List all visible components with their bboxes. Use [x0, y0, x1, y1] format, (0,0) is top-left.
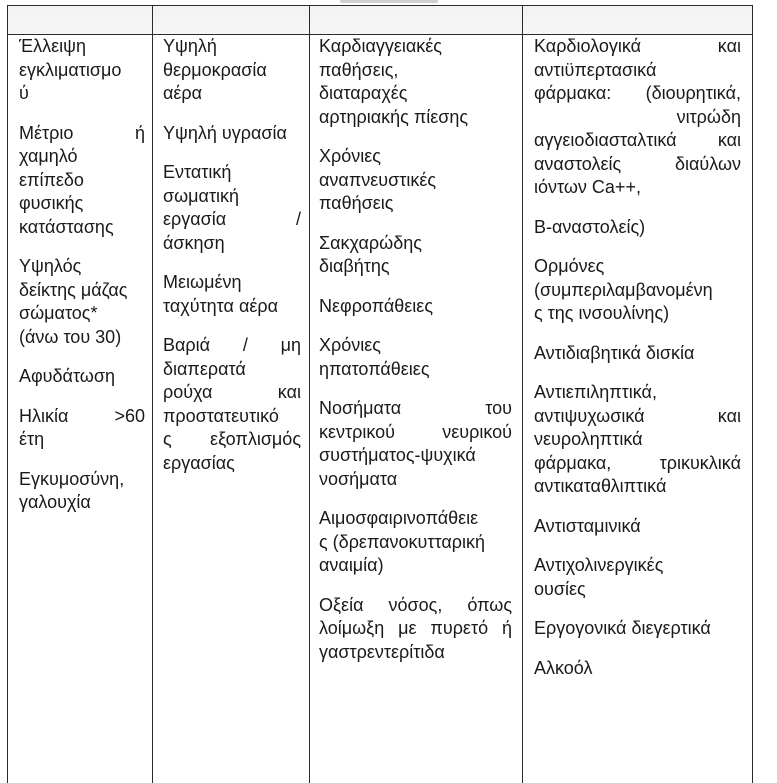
list-item-text: Μέτριο ή [19, 122, 145, 143]
list-item-text: νοσήματα [319, 468, 398, 489]
list-item-text: εγκλιματισμο [19, 59, 122, 80]
list-item-text: επίπεδο [19, 169, 84, 190]
list-item-text: κατάστασης [19, 216, 114, 237]
list-item-text: Αντιεπιληπτικά, [534, 382, 657, 402]
list-item-text: ρούχα και [163, 382, 301, 402]
header-cell-1 [8, 6, 153, 35]
list-item [319, 232, 512, 279]
list-item-text: λοίμωξη με πυρετό ή [319, 618, 512, 638]
list-item-text: Εγκυμοσύνη, [19, 468, 125, 489]
list-item-text: ς (δρεπανοκυτταρική [319, 531, 485, 552]
list-item-text: αντιψυχωσικά και [534, 405, 741, 426]
list-item-text: φυσικής [19, 193, 84, 213]
list-item [319, 397, 512, 491]
list-item-text: Χρόνιες [319, 335, 381, 355]
list-item [163, 35, 301, 106]
list-item [319, 295, 512, 319]
list-item [534, 381, 741, 499]
list-item [534, 657, 741, 681]
list-item-text: Αιμοσφαιρινοπάθειε [319, 508, 479, 528]
list-item [534, 554, 741, 601]
list-item-text: νιτρώδη [676, 106, 741, 127]
list-item-text: Αντιδιαβητικά δισκία [534, 342, 695, 363]
list-item-text: Ηλικία >60 [19, 405, 145, 426]
list-item-text: Αντισταμινικά [534, 515, 641, 536]
document-sheet [7, 5, 777, 783]
list-item [319, 35, 512, 129]
list-item [534, 35, 741, 106]
list-item-text: αρτηριακής πίεσης [319, 106, 469, 127]
list-item-text: δείκτης μάζας [19, 279, 128, 300]
list-item-text: Νοσήματα του [319, 398, 512, 418]
list-item-text: διαπερατά [163, 358, 246, 379]
list-item [534, 255, 741, 326]
list-item-text: γαλουχία [19, 492, 91, 512]
list-item-text: ιόντων Ca++, [534, 177, 641, 197]
list-item-text: αναπνευστικές [319, 169, 437, 190]
column-personal-factors [8, 35, 153, 783]
list-item [19, 468, 145, 515]
list-item-text: ς της ινσουλίνης) [534, 303, 670, 323]
list-item-text: αγγειοδιασταλτικά και [534, 130, 741, 150]
list-item-text: χαμηλό [19, 146, 78, 166]
list-item-text: έτη [19, 429, 45, 449]
list-item-text: ταχύτητα αέρα [163, 295, 279, 316]
list-item [19, 35, 145, 106]
list-item-text: Καρδιαγγειακές [319, 36, 442, 56]
list-item [163, 334, 301, 475]
list-item-text: νευροληπτικά [534, 429, 643, 449]
list-item-text: Υψηλή υγρασία [163, 122, 287, 143]
list-item-text: Νεφροπάθειες [319, 295, 433, 316]
list-item [319, 334, 512, 381]
list-item [319, 145, 512, 216]
list-item [534, 515, 741, 539]
list-item-text: σώματος* [19, 303, 98, 323]
list-item [19, 122, 145, 240]
list-item-text: Σακχαρώδης [319, 232, 422, 253]
list-item-text: παθήσεις, [319, 59, 399, 80]
list-item-text: Αντιχολινεργικές [534, 555, 664, 575]
list-item-text: ηπατοπάθειες [319, 358, 430, 379]
list-item [534, 342, 741, 366]
list-item-text: Οξεία νόσος, όπως [319, 594, 512, 615]
list-item-text: (συμπεριλαμβανομένη [534, 279, 713, 300]
list-item [319, 594, 512, 665]
list-item-text: σωματική [163, 185, 240, 206]
list-item [163, 122, 301, 146]
list-item-text: γαστρεντερίτιδα [319, 641, 445, 662]
list-item-text: εργασία / [163, 209, 301, 229]
list-item-text: εργασίας [163, 452, 235, 473]
header-cell-2 [153, 6, 310, 35]
list-item-text: Αλκοόλ [534, 657, 593, 678]
list-item-text: κεντρικού νευρικού [319, 421, 512, 442]
list-item-text: προστατευτικό [163, 405, 279, 426]
list-item-text: αναστολείς διαύλων [534, 153, 741, 174]
header-cell-4 [523, 6, 753, 35]
header-cell-3 [310, 6, 523, 35]
list-item-text: Β-αναστολείς) [534, 216, 646, 237]
column-medical-conditions [310, 35, 523, 783]
list-item-text: Χρόνιες [319, 146, 381, 166]
list-item-text: θερμοκρασία [163, 59, 267, 80]
list-item [534, 216, 741, 240]
list-item-text: Εντατική [163, 162, 232, 182]
list-item-text: Έλλειψη [19, 36, 86, 56]
list-item-text: Εργογονικά διεγερτικά [534, 618, 711, 638]
list-item-text: Καρδιολογικά και [534, 36, 741, 56]
list-item-text: συστήματος-ψυχικά [319, 445, 476, 465]
list-item-text: Ορμόνες [534, 256, 605, 276]
list-item-text: διαταραχές [319, 83, 408, 103]
list-item-text: φάρμακα: (διουρητικά, [534, 83, 741, 103]
list-item-text: παθήσεις [319, 193, 394, 213]
list-item [534, 106, 741, 200]
list-item-text: αντιϋπερτασικά [534, 59, 657, 80]
list-item-text: (άνω του 30) [19, 326, 122, 347]
list-item-text: ύ [19, 83, 29, 103]
list-item-text: φάρμακα, τρικυκλικά [534, 452, 741, 473]
table-row [8, 35, 753, 783]
list-item [163, 161, 301, 255]
list-item-text: ς εξοπλισμός [163, 429, 301, 449]
list-item [19, 405, 145, 452]
list-item [534, 617, 741, 641]
list-item-text: ουσίες [534, 578, 586, 599]
scroll-indicator [340, 0, 438, 3]
list-item [19, 365, 145, 389]
list-item-text: αναιμία) [319, 555, 384, 575]
list-item-text: Υψηλή [163, 36, 217, 56]
list-item [163, 271, 301, 318]
list-item [319, 507, 512, 578]
list-item-text: Υψηλός [19, 256, 82, 276]
list-item [19, 255, 145, 349]
list-item-text: Βαριά / μη [163, 335, 301, 355]
list-item-text: διαβήτης [319, 256, 390, 276]
list-item-text: Μειωμένη [163, 272, 242, 292]
list-item-text: αέρα [163, 83, 203, 103]
list-item-text: αντικαταθλιπτικά [534, 476, 667, 496]
column-environmental-factors [153, 35, 310, 783]
list-item-text: Αφυδάτωση [19, 366, 115, 386]
risk-factors-table [8, 5, 753, 783]
table-header-row [8, 6, 753, 35]
column-medications [523, 35, 753, 783]
list-item-text: άσκηση [163, 232, 225, 253]
